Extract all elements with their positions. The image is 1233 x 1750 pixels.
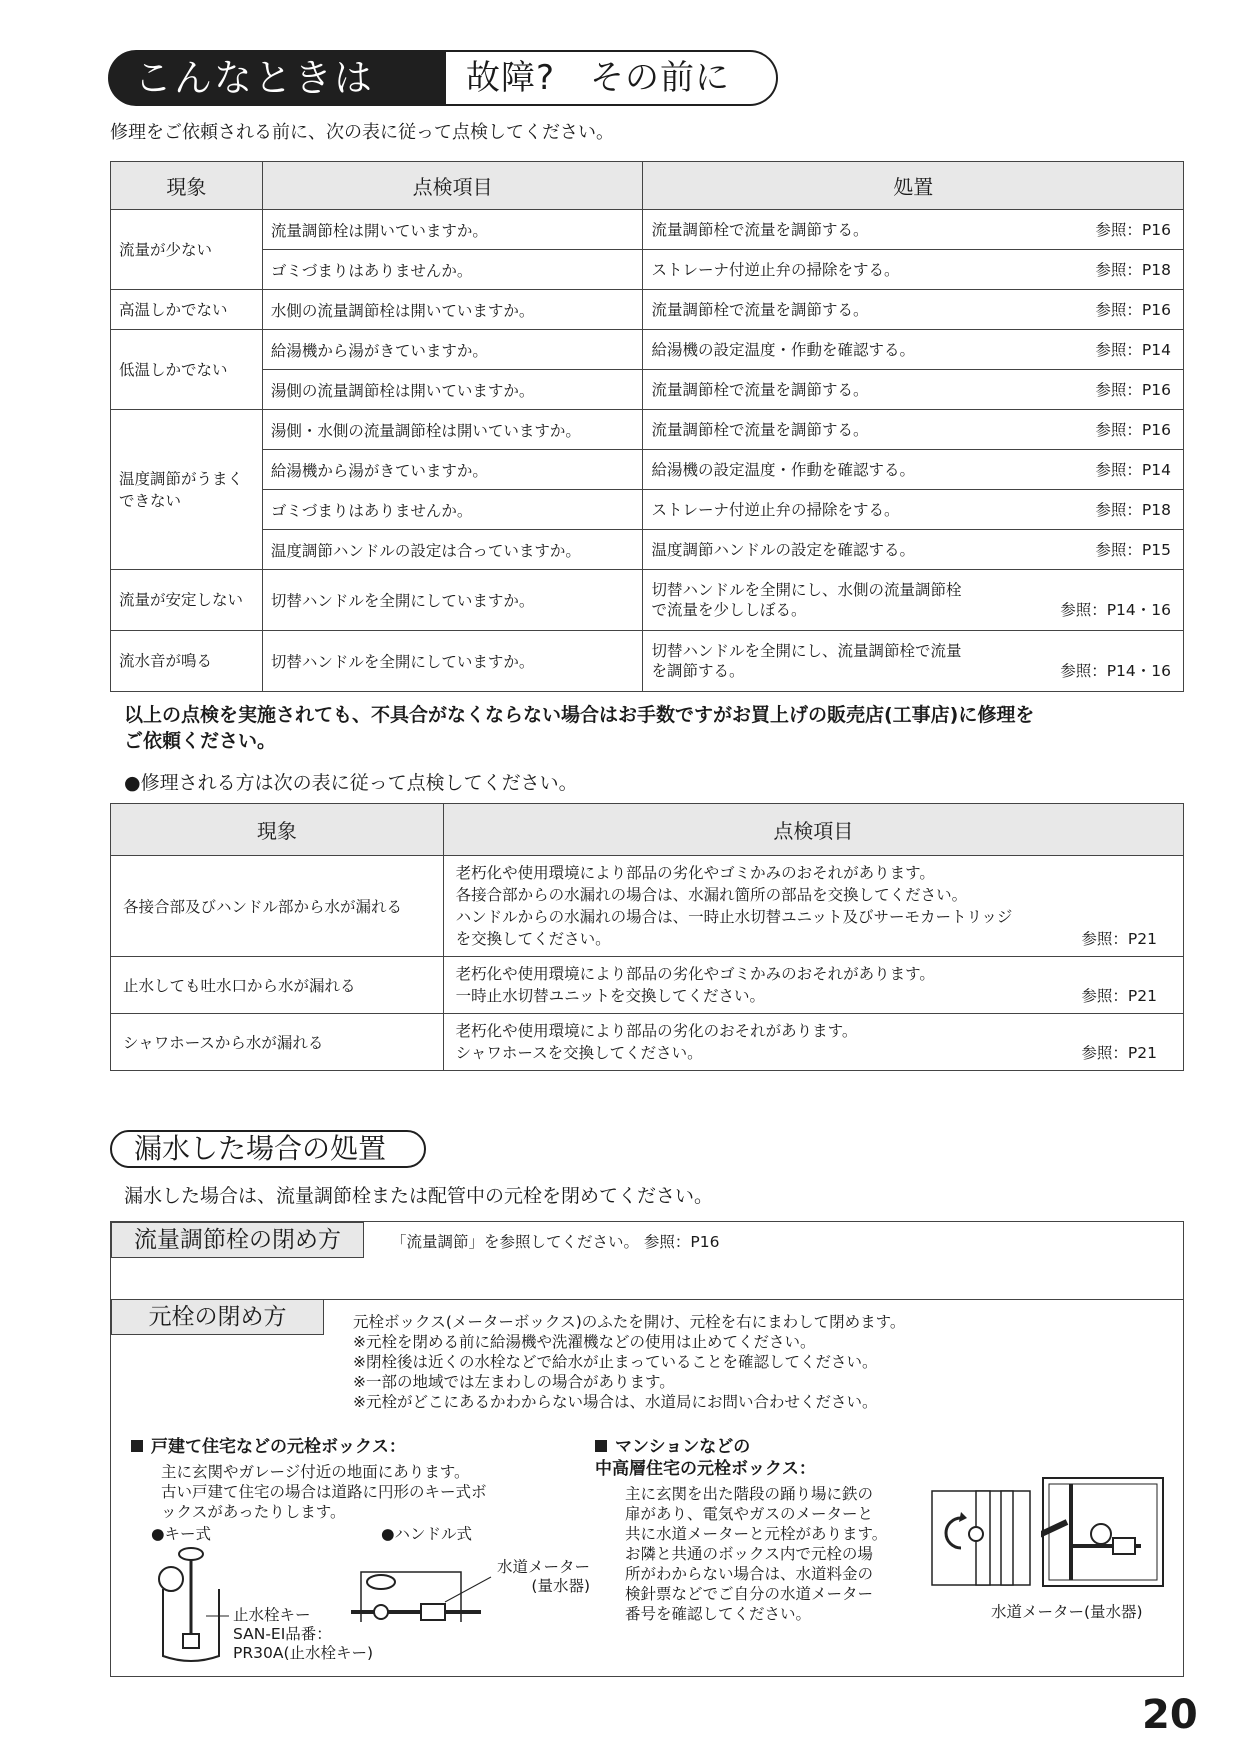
check-cell <box>443 1014 1183 1071</box>
check-cell: 給湯機から湯がきていますか。 <box>262 330 643 370</box>
reference-label: 参照：P14・16 <box>1060 662 1171 680</box>
table-row <box>111 490 1184 530</box>
check-text: 老朽化や使用環境により部品の劣化やゴミかみのおそれがあります。 一時止水切替ユニットを交換してください。 <box>455 965 935 1005</box>
action-cell <box>643 210 1184 250</box>
action-text: ストレーナ付逆止弁の掃除をする。 <box>651 500 900 519</box>
check-cell: 温度調節ハンドルの設定は合っていますか。 <box>262 530 643 570</box>
check-cell: 湯側・水側の流量調節栓は開いていますか。 <box>262 410 643 450</box>
title-subtitle: 故障? その前に <box>438 50 778 106</box>
reference-label: 参照：P18 <box>1095 500 1171 519</box>
reference-label: 参照：P14・16 <box>1060 601 1171 619</box>
mansion-heading: マンションなどの 中高層住宅の元栓ボックス： <box>595 1437 816 1479</box>
action-content <box>651 380 1175 400</box>
check-cell: 給湯機から湯がきていますか。 <box>262 450 643 490</box>
action-cell <box>643 530 1184 570</box>
action-text: 切替ハンドルを全開にし、水側の流量調節栓 で流量を少ししぼる。 <box>651 581 962 619</box>
action-cell <box>643 631 1184 692</box>
house-body: 主に玄関やガレージ付近の地面にあります。 古い戸建て住宅の場合は道路に円形のキー式ボ ックスがあったりします。 <box>161 1463 487 1521</box>
repairer-check-table-body <box>111 856 1184 1071</box>
square-bullet-icon <box>595 1440 607 1452</box>
action-text: 流量調節栓で流量を調節する。 <box>651 420 869 439</box>
phenomenon-cell: 低温しかでない <box>111 330 263 410</box>
reference-label: 参照：P15 <box>1095 540 1171 559</box>
check-cell: 湯側の流量調節栓は開いていますか。 <box>262 370 643 410</box>
phenomenon-cell: 流量が安定しない <box>111 570 263 631</box>
mansion-meter-caption: 水道メーター(量水器) <box>991 1603 1143 1621</box>
action-text: 流量調節栓で流量を調節する。 <box>651 380 869 399</box>
title-main: こんなときは <box>108 50 446 106</box>
table-row <box>111 957 1184 1014</box>
table-row <box>111 631 1184 692</box>
action-text: 給湯機の設定温度・作動を確認する。 <box>651 340 915 359</box>
action-cell <box>643 450 1184 490</box>
reference-label: 参照：P16 <box>1095 220 1171 239</box>
action-content <box>651 580 1175 620</box>
phenomenon-cell: 止水しても吐水口から水が漏れる <box>111 957 444 1014</box>
action-content <box>651 500 1175 520</box>
check-cell <box>443 957 1183 1014</box>
phenomenon-cell: 高温しかでない <box>111 290 263 330</box>
repair-request-note: 以上の点検を実施されても、不具合がなくならない場合はお手数ですがお買上げの販売店(工事店)に修理を ご依頼ください。 <box>124 704 1035 752</box>
table-row <box>111 290 1184 330</box>
house-heading: 戸建て住宅などの元栓ボックス： <box>131 1436 406 1458</box>
leak-section-title: 漏水した場合の処置 <box>110 1130 426 1168</box>
action-text: 切替ハンドルを全開にし、流量調節栓で流量 を調節する。 <box>651 642 962 680</box>
table-header-row <box>111 162 1184 210</box>
action-cell <box>643 290 1184 330</box>
action-text: ストレーナ付逆止弁の掃除をする。 <box>651 260 900 279</box>
check-text: 老朽化や使用環境により部品の劣化やゴミかみのおそれがあります。 各接合部からの水漏れの場合は、水漏れ箇所の部品を交換してください。 ハンドルからの水漏れの場合は、一時止水切替ユニット及びサーモカートリッジ を交換してください。 <box>455 864 1013 948</box>
page-number: 20 <box>1142 1692 1198 1738</box>
table-row <box>111 450 1184 490</box>
action-content <box>651 300 1175 320</box>
header-action: 処置 <box>643 162 1184 210</box>
reference-label: 参照：P14 <box>1095 340 1171 359</box>
check-cell: ゴミづまりはありませんか。 <box>262 490 643 530</box>
mansion-body: 主に玄関を出た階段の踊り場に鉄の 扉があり、電気やガスのメーターと 共に水道メーターと元栓があります。 お隣と共通のボックス内で元栓の場 所がわからない場合は、水道料金の 検針票などでご自分の水道メーター 番号を確認してください。 <box>625 1485 888 1623</box>
phenomenon-cell: 流量が少ない <box>111 210 263 290</box>
table-row <box>111 570 1184 631</box>
check-content <box>456 1014 1171 1070</box>
reference-label: 参照：P16 <box>1095 300 1171 319</box>
phenomenon-cell: シャワホースから水が漏れる <box>111 1014 444 1071</box>
action-content <box>651 260 1175 280</box>
check-content <box>456 856 1171 956</box>
action-content <box>651 460 1175 480</box>
check-cell: 流量調節栓は開いていますか。 <box>262 210 643 250</box>
action-cell <box>643 410 1184 450</box>
repairer-check-table <box>110 803 1184 1071</box>
action-cell <box>643 490 1184 530</box>
check-cell <box>443 856 1183 957</box>
flow-valve-text: 「流量調節」を参照してください。 参照：P16 <box>391 1233 720 1251</box>
table-row <box>111 530 1184 570</box>
main-valve-text: 元栓ボックス(メーターボックス)のふたを開け、元栓を右にまわして閉めます。 ※元栓を閉める前に給湯機や洗濯機などの使用は止めてください。 ※閉栓後は近くの水栓などで給水が止まっていることを確認してください。 ※一部の地域では左まわしの場合があります。 ※元栓がどこにあるかわからない場合は、水道局にお問い合わせください。 <box>353 1313 906 1411</box>
phenomenon-cell: 各接合部及びハンドル部から水が漏れる <box>111 856 444 957</box>
reference-label: 参照：P16 <box>1095 420 1171 439</box>
handle-type-label: ●ハンドル式 <box>381 1525 473 1543</box>
key-caption: 止水栓キー SAN-EI品番： PR30A(止水栓キー) <box>233 1606 374 1662</box>
action-cell <box>643 370 1184 410</box>
leak-intro-text: 漏水した場合は、流量調節栓または配管中の元栓を閉めてください。 <box>124 1185 714 1207</box>
action-content <box>651 641 1175 681</box>
action-text: 流量調節栓で流量を調節する。 <box>651 300 869 319</box>
page-title-banner <box>108 50 788 106</box>
meter-caption: 水道メーター (量水器) <box>497 1558 591 1595</box>
check-text: 老朽化や使用環境により部品の劣化のおそれがあります。 シャワホースを交換してください。 <box>455 1022 858 1062</box>
header-phenomenon: 現象 <box>111 162 263 210</box>
action-content <box>651 220 1175 240</box>
check-cell: ゴミづまりはありませんか。 <box>262 250 643 290</box>
check-content <box>456 957 1171 1013</box>
table-row <box>111 210 1184 250</box>
leak-instructions-box <box>110 1221 1184 1677</box>
troubleshooting-table <box>110 161 1184 692</box>
reference-label: 参照：P14 <box>1095 460 1171 479</box>
key-box-illustration <box>151 1544 231 1664</box>
key-type-label: ●キー式 <box>151 1525 212 1543</box>
action-cell <box>643 330 1184 370</box>
flow-valve-label: 流量調節栓の閉め方 <box>111 1222 364 1258</box>
troubleshooting-table-body <box>111 210 1184 692</box>
reference-label: 参照：P21 <box>1081 930 1157 948</box>
table-header-row <box>111 804 1184 856</box>
action-text: 流量調節栓で流量を調節する。 <box>651 220 869 239</box>
reference-label: 参照：P16 <box>1095 380 1171 399</box>
action-cell <box>643 570 1184 631</box>
check-cell: 切替ハンドルを全開にしていますか。 <box>262 570 643 631</box>
table-row <box>111 370 1184 410</box>
reference-label: 参照：P21 <box>1081 1044 1157 1062</box>
table-row <box>111 856 1184 957</box>
reference-label: 参照：P18 <box>1095 260 1171 279</box>
main-valve-label: 元栓の閉め方 <box>111 1299 324 1335</box>
action-text: 温度調節ハンドルの設定を確認する。 <box>651 540 915 559</box>
action-content <box>651 540 1175 560</box>
valve-closeup-illustration <box>931 1490 1031 1586</box>
header-phenomenon: 現象 <box>111 804 444 856</box>
check-cell: 切替ハンドルを全開にしていますか。 <box>262 631 643 692</box>
square-bullet-icon <box>131 1440 143 1452</box>
intro-text: 修理をご依頼される前に、次の表に従って点検してください。 <box>110 122 614 143</box>
check-cell: 水側の流量調節栓は開いていますか。 <box>262 290 643 330</box>
phenomenon-cell: 温度調節がうまく できない <box>111 410 263 570</box>
table-row <box>111 330 1184 370</box>
reference-label: 参照：P21 <box>1081 987 1157 1005</box>
repairer-note: ●修理される方は次の表に従って点検してください。 <box>124 772 578 794</box>
action-content <box>651 420 1175 440</box>
table-row <box>111 250 1184 290</box>
header-check: 点検項目 <box>262 162 643 210</box>
phenomenon-cell: 流水音が鳴る <box>111 631 263 692</box>
table-row <box>111 1014 1184 1071</box>
action-cell <box>643 250 1184 290</box>
action-content <box>651 340 1175 360</box>
meter-box-illustration <box>1041 1476 1165 1588</box>
header-check: 点検項目 <box>443 804 1183 856</box>
table-row <box>111 410 1184 450</box>
action-text: 給湯機の設定温度・作動を確認する。 <box>651 460 915 479</box>
